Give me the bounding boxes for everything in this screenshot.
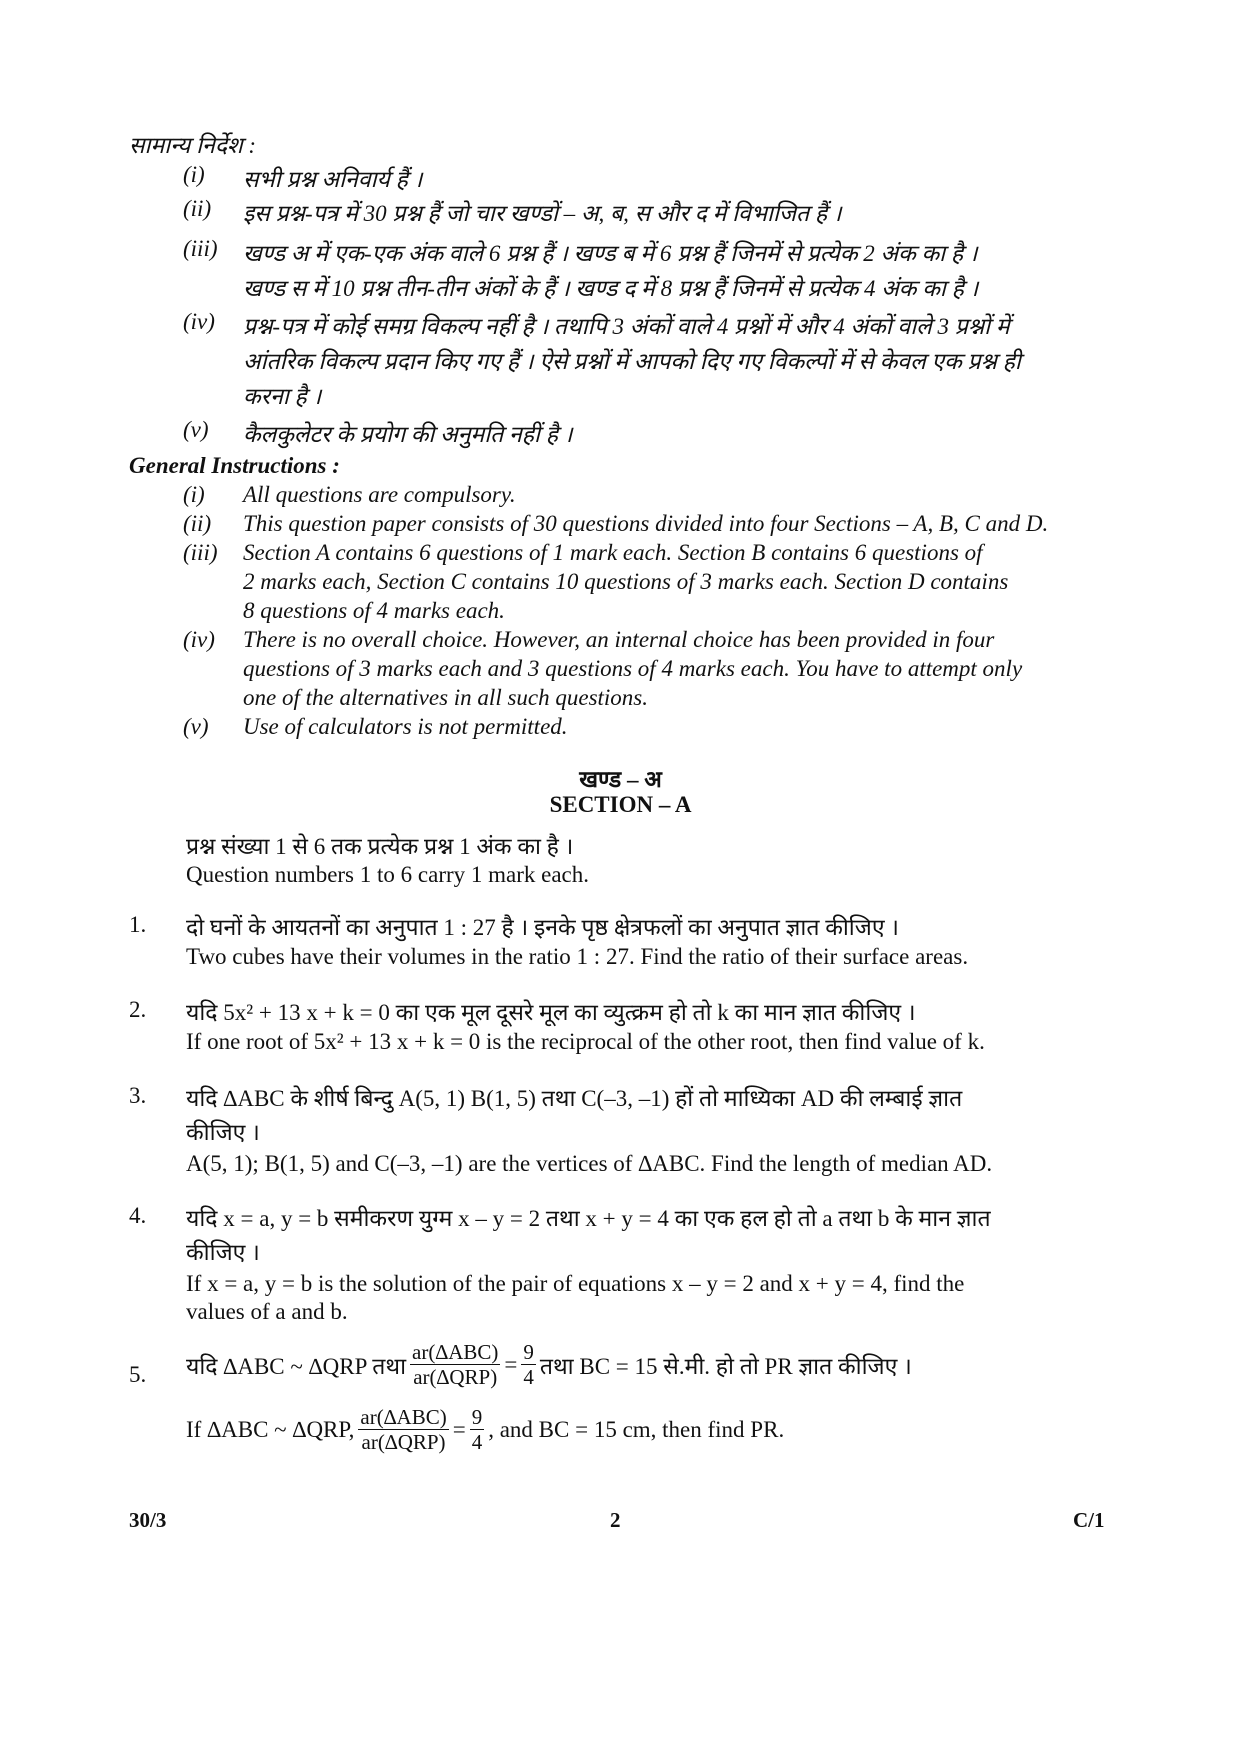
q5-english-pre: If ∆ABC ~ ∆QRP, [186, 1416, 355, 1442]
question-hindi-text: कीजिए । [186, 1120, 260, 1145]
gi-item-num: (v) [183, 714, 209, 739]
hindi-item-num: (iv) [183, 309, 215, 334]
q5-frac-numerator: ar(∆ABC) [412, 1340, 499, 1364]
gi-item-line: Use of calculators is not permitted. [243, 714, 568, 739]
gi-item-num: (ii) [183, 511, 212, 536]
q5-hindi-post: तथा BC = 15 से.मी. हो तो PR ज्ञात कीजिए । [539, 1353, 912, 1379]
section-hindi-note: प्रश्न संख्या 1 से 6 तक प्रत्येक प्रश्न 1 अंक का है । [186, 834, 574, 859]
hindi-item-num: (ii) [183, 196, 212, 221]
question-hindi-text: कीजिए । [186, 1240, 260, 1265]
question-number: 1. [129, 912, 147, 937]
footer-page-number: 2 [610, 1508, 621, 1532]
question-number: 3. [129, 1083, 147, 1108]
hindi-instructions-heading: सामान्य निर्देश : [129, 133, 257, 158]
gi-item-line: 2 marks each, Section C contains 10 questions of 3 marks each. Section D contains [243, 569, 1009, 594]
hindi-item-line: सभी प्रश्न अनिवार्य हैं । [243, 167, 423, 192]
gi-item-num: (iii) [183, 540, 218, 565]
question-hindi-text: दो घनों के आयतनों का अनुपात 1 : 27 है । इनके पृष्ठ क्षेत्रफलों का अनुपात ज्ञात कीजिए । [186, 915, 900, 940]
q5-frac-denominator: ar(∆QRP) [413, 1365, 498, 1389]
question-english-text: Two cubes have their volumes in the ratio 1 : 27. Find the ratio of their surface areas. [186, 944, 969, 969]
gi-item-line: All questions are compulsory. [243, 482, 516, 507]
gi-item-line: 8 questions of 4 marks each. [243, 598, 505, 623]
gi-item-line: one of the alternatives in all such questions. [243, 685, 649, 710]
q5-frac-denominator: ar(∆QRP) [361, 1430, 446, 1454]
q5-area-fraction [358, 1405, 448, 1454]
hindi-item-line: खण्ड स में 10 प्रश्न तीन-तीन अंकों के हैं । खण्ड द में 8 प्रश्न हैं जिनमें से प्रत्येक 4 अंक का है । [243, 276, 979, 301]
q5-equals: = [452, 1416, 466, 1442]
question-english-text: values of a and b. [186, 1299, 348, 1324]
question-english-text: If x = a, y = b is the solution of the pair of equations x – y = 2 and x + y = 4, find the [186, 1271, 965, 1296]
q5-english-post: , and BC = 15 cm, then find PR. [488, 1416, 785, 1442]
q5-val-denominator: 4 [523, 1365, 534, 1389]
gi-item-num: (iv) [183, 627, 215, 652]
footer-code: 30/3 [129, 1508, 167, 1532]
section-english-note: Question numbers 1 to 6 carry 1 mark each. [186, 862, 590, 887]
gi-item-num: (i) [183, 482, 205, 507]
hindi-item-num: (i) [183, 162, 205, 187]
hindi-item-num: (v) [183, 417, 209, 442]
q5-area-fraction [410, 1340, 500, 1389]
gi-item-line: questions of 3 marks each and 3 questions of 4 marks each. You have to attempt only [243, 656, 1023, 681]
q5-val-denominator: 4 [471, 1430, 483, 1454]
hindi-item-line: कैलकुलेटर के प्रयोग की अनुमति नहीं है । [243, 422, 573, 447]
question-hindi-text: यदि x = a, y = b समीकरण युग्म x – y = 2 तथा x + y = 4 का एक हल हो तो a तथा b के मान ज्ञात [186, 1206, 991, 1231]
hindi-item-line: प्रश्न-पत्र में कोई समग्र विकल्प नहीं है । तथापि 3 अंकों वाले 4 प्रश्नों में और 4 अंकों वाले 3 प्रश्नों में [243, 314, 1010, 339]
hindi-item-line: इस प्रश्न-पत्र में 30 प्रश्न हैं जो चार खण्डों – अ, ब, स और द में विभाजित हैं । [243, 201, 842, 226]
question-english-text: A(5, 1); B(1, 5) and C(–3, –1) are the vertices of ∆ABC. Find the length of median AD. [186, 1151, 993, 1176]
general-instructions-heading: General Instructions : [129, 453, 340, 478]
q5-english-line [186, 1405, 784, 1454]
question-number: 4. [129, 1203, 147, 1228]
footer-set: C/1 [1073, 1508, 1105, 1532]
gi-item-line: This question paper consists of 30 questions divided into four Sections – A, B, C and D. [243, 511, 1049, 536]
q5-hindi-line [186, 1340, 912, 1389]
hindi-item-line: खण्ड अ में एक-एक अंक वाले 6 प्रश्न हैं । खण्ड ब में 6 प्रश्न हैं जिनमें से प्रत्येक 2 अंक का है । [243, 241, 978, 266]
section-english-title: SECTION – A [549, 792, 692, 817]
section-hindi-title: खण्ड – अ [579, 767, 662, 792]
question-number: 2. [129, 997, 147, 1022]
q5-val-numerator: 9 [471, 1405, 483, 1429]
hindi-item-line: आंतरिक विकल्प प्रदान किए गए हैं । ऐसे प्रश्नों में आपको दिए गए विकल्पों में से केवल एक प्रश्न ही [243, 349, 1021, 374]
hindi-item-num: (iii) [183, 236, 218, 261]
q5-value-fraction [470, 1405, 485, 1454]
q5-frac-numerator: ar(∆ABC) [360, 1405, 447, 1429]
q5-equals: = [504, 1351, 518, 1377]
q5-val-numerator: 9 [523, 1340, 534, 1364]
q5-hindi-pre: यदि ∆ABC ~ ∆QRP तथा [186, 1353, 407, 1379]
q5-value-fraction [521, 1340, 536, 1389]
hindi-item-line: करना है । [243, 384, 322, 409]
question-number: 5. [129, 1362, 147, 1387]
question-english-text: If one root of 5x² + 13 x + k = 0 is the reciprocal of the other root, then find value of k. [186, 1029, 985, 1054]
gi-item-line: There is no overall choice. However, an internal choice has been provided in four [243, 627, 995, 652]
question-hindi-text: यदि 5x² + 13 x + k = 0 का एक मूल दूसरे मूल का व्युत्क्रम हो तो k का मान ज्ञात कीजिए । [186, 1000, 916, 1025]
gi-item-line: Section A contains 6 questions of 1 mark each. Section B contains 6 questions of [243, 540, 983, 565]
question-hindi-text: यदि ∆ABC के शीर्ष बिन्दु A(5, 1) B(1, 5) तथा C(–3, –1) हों तो माध्यिका AD की लम्बाई ज्ञात [186, 1086, 963, 1111]
